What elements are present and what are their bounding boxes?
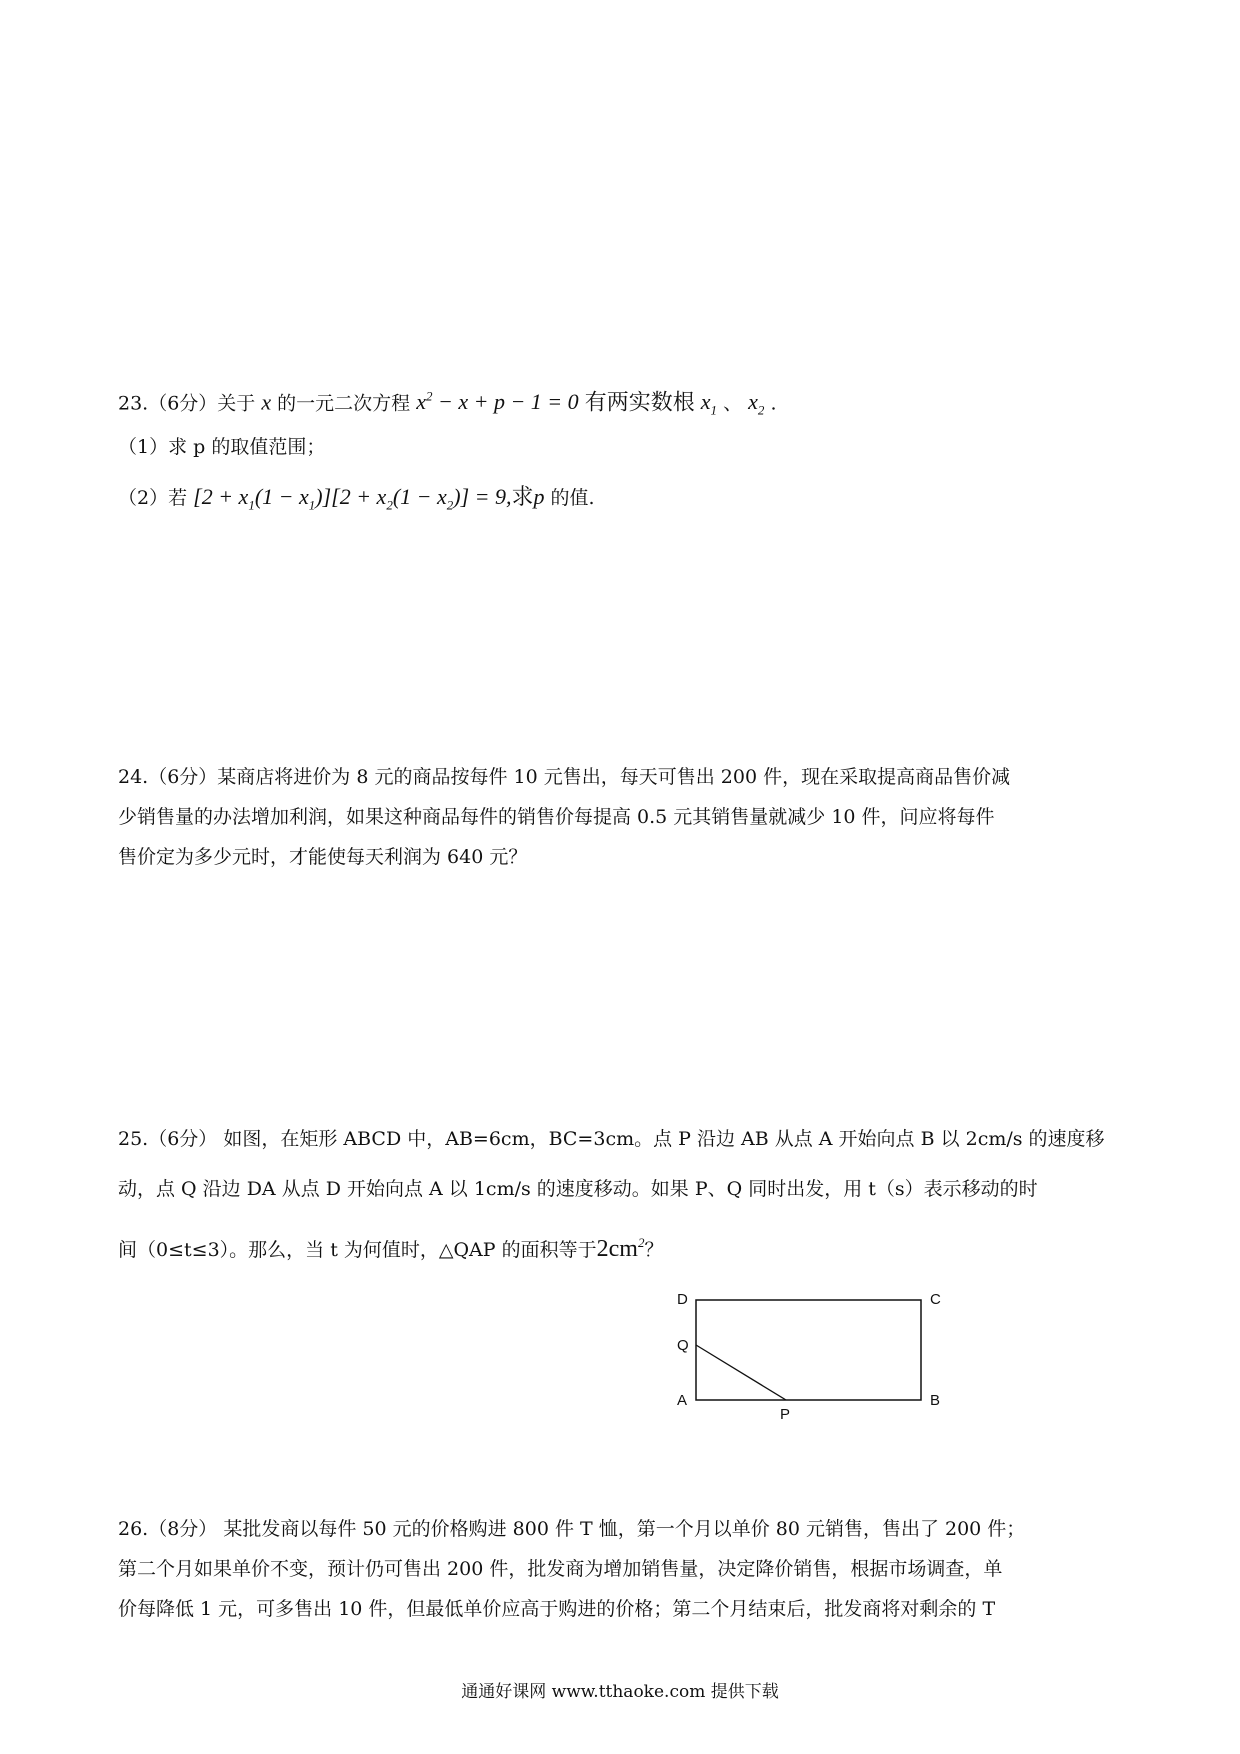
label-d: D xyxy=(677,1291,688,1308)
q25-line-1: 25.（6分） 如图，在矩形 ABCD 中，AB=6cm，BC=3cm。点 P 沿边 AB 从点 A 开始向点 B 以 2cm/s 的速度移 xyxy=(118,1128,1105,1150)
q23-expr-b: (1 − x xyxy=(254,484,309,509)
q23-stem xyxy=(118,384,777,424)
q23-part2-p: p xyxy=(533,484,545,509)
q23-end: . xyxy=(770,392,777,415)
q23-root1-base: x xyxy=(700,389,711,415)
page-footer: 通通好课网 www.tthaoke.com 提供下载 xyxy=(461,1682,779,1702)
q24-line-2: 少销售量的办法增加利润，如果这种商品每件的销售价每提高 0.5 元其销售量就减少 10 件，问应将每件 xyxy=(118,806,995,828)
rectangle-figure xyxy=(668,1288,958,1428)
q23-expr-d: (1 − x xyxy=(392,484,447,509)
q23-expr-e: )] = 9, xyxy=(453,484,512,509)
q26-line-3: 价每降低 1 元，可多售出 10 件，但最低单价应高于购进的价格；第二个月结束后，批发商将对剩余的 T xyxy=(118,1598,996,1620)
q25-line3-prefix: 间（0≤t≤3）。那么，当 t 为何值时，△QAP 的面积等于 xyxy=(118,1239,597,1261)
q23-sub-b1: 2 xyxy=(386,497,393,513)
q23-part2-expression xyxy=(193,484,512,513)
q23-sub-a1: 1 xyxy=(248,497,255,513)
q23-root2-base: x xyxy=(748,389,758,415)
label-a: A xyxy=(677,1392,688,1409)
q25-area-expression xyxy=(597,1236,645,1262)
q23-var-x: x xyxy=(261,389,272,415)
q23-eq-x: x xyxy=(416,389,426,415)
q23-part2-prefix: （2）若 xyxy=(118,487,188,509)
q23-sep: 、 xyxy=(723,392,743,415)
q23-head: 23.（6分）关于 xyxy=(118,392,256,415)
q23-expr-a: [2 + x xyxy=(193,484,249,509)
label-p: P xyxy=(780,1406,791,1423)
segment-qp xyxy=(696,1345,786,1400)
q23-sub-b2: 2 xyxy=(446,497,454,513)
label-c: C xyxy=(930,1291,941,1308)
q23-part2-suffix: 的值. xyxy=(550,487,595,509)
q26-line-2: 第二个月如果单价不变，预计仍可售出 200 件，批发商为增加销售量，决定降价销售，根据市场调查，单 xyxy=(118,1558,1003,1580)
q23-part1: （1）求 p 的取值范围； xyxy=(118,436,326,458)
q23-tail: 有两实数根 xyxy=(584,390,695,416)
q23-expr-c: )][2 + x xyxy=(315,484,387,509)
q23-root2 xyxy=(748,389,765,418)
q23-root1-sub: 1 xyxy=(710,402,718,418)
q23-eq-rest: − x + p − 1 = 0 xyxy=(432,389,579,415)
q23-root2-sub: 2 xyxy=(757,402,765,418)
q24-line-1: 24.（6分）某商店将进价为 8 元的商品按每件 10 元售出，每天可售出 200 件，现在采取提高商品售价减 xyxy=(118,766,1011,788)
q23-root1 xyxy=(700,389,718,418)
q25-line3-suffix: ？ xyxy=(644,1239,664,1261)
q23-sub-a2: 1 xyxy=(308,497,316,513)
q25-line-3 xyxy=(118,1230,663,1263)
q23-part2 xyxy=(118,484,595,518)
label-q: Q xyxy=(677,1337,689,1354)
q25-area-value: 2cm xyxy=(596,1236,638,1262)
q23-eq-exp: 2 xyxy=(426,389,433,404)
label-b: B xyxy=(930,1392,941,1409)
q23-equation xyxy=(416,389,578,414)
q25-line-2: 动，点 Q 沿边 DA 从点 D 开始向点 A 以 1cm/s 的速度移动。如果 P、Q 同时出发，用 t（s）表示移动的时 xyxy=(118,1178,1038,1200)
rectangle-abcd xyxy=(696,1300,921,1400)
q26-line-1: 26.（8分） 某批发商以每件 50 元的价格购进 800 件 T 恤，第一个月以单价 80 元销售，售出了 200 件； xyxy=(118,1518,1026,1540)
q25-area-exp: 2 xyxy=(637,1235,645,1250)
q23-mid: 的一元二次方程 xyxy=(277,392,411,415)
q23-part2-ask: 求 xyxy=(511,485,534,510)
q24-line-3: 售价定为多少元时，才能使每天利润为 640 元？ xyxy=(118,846,528,868)
